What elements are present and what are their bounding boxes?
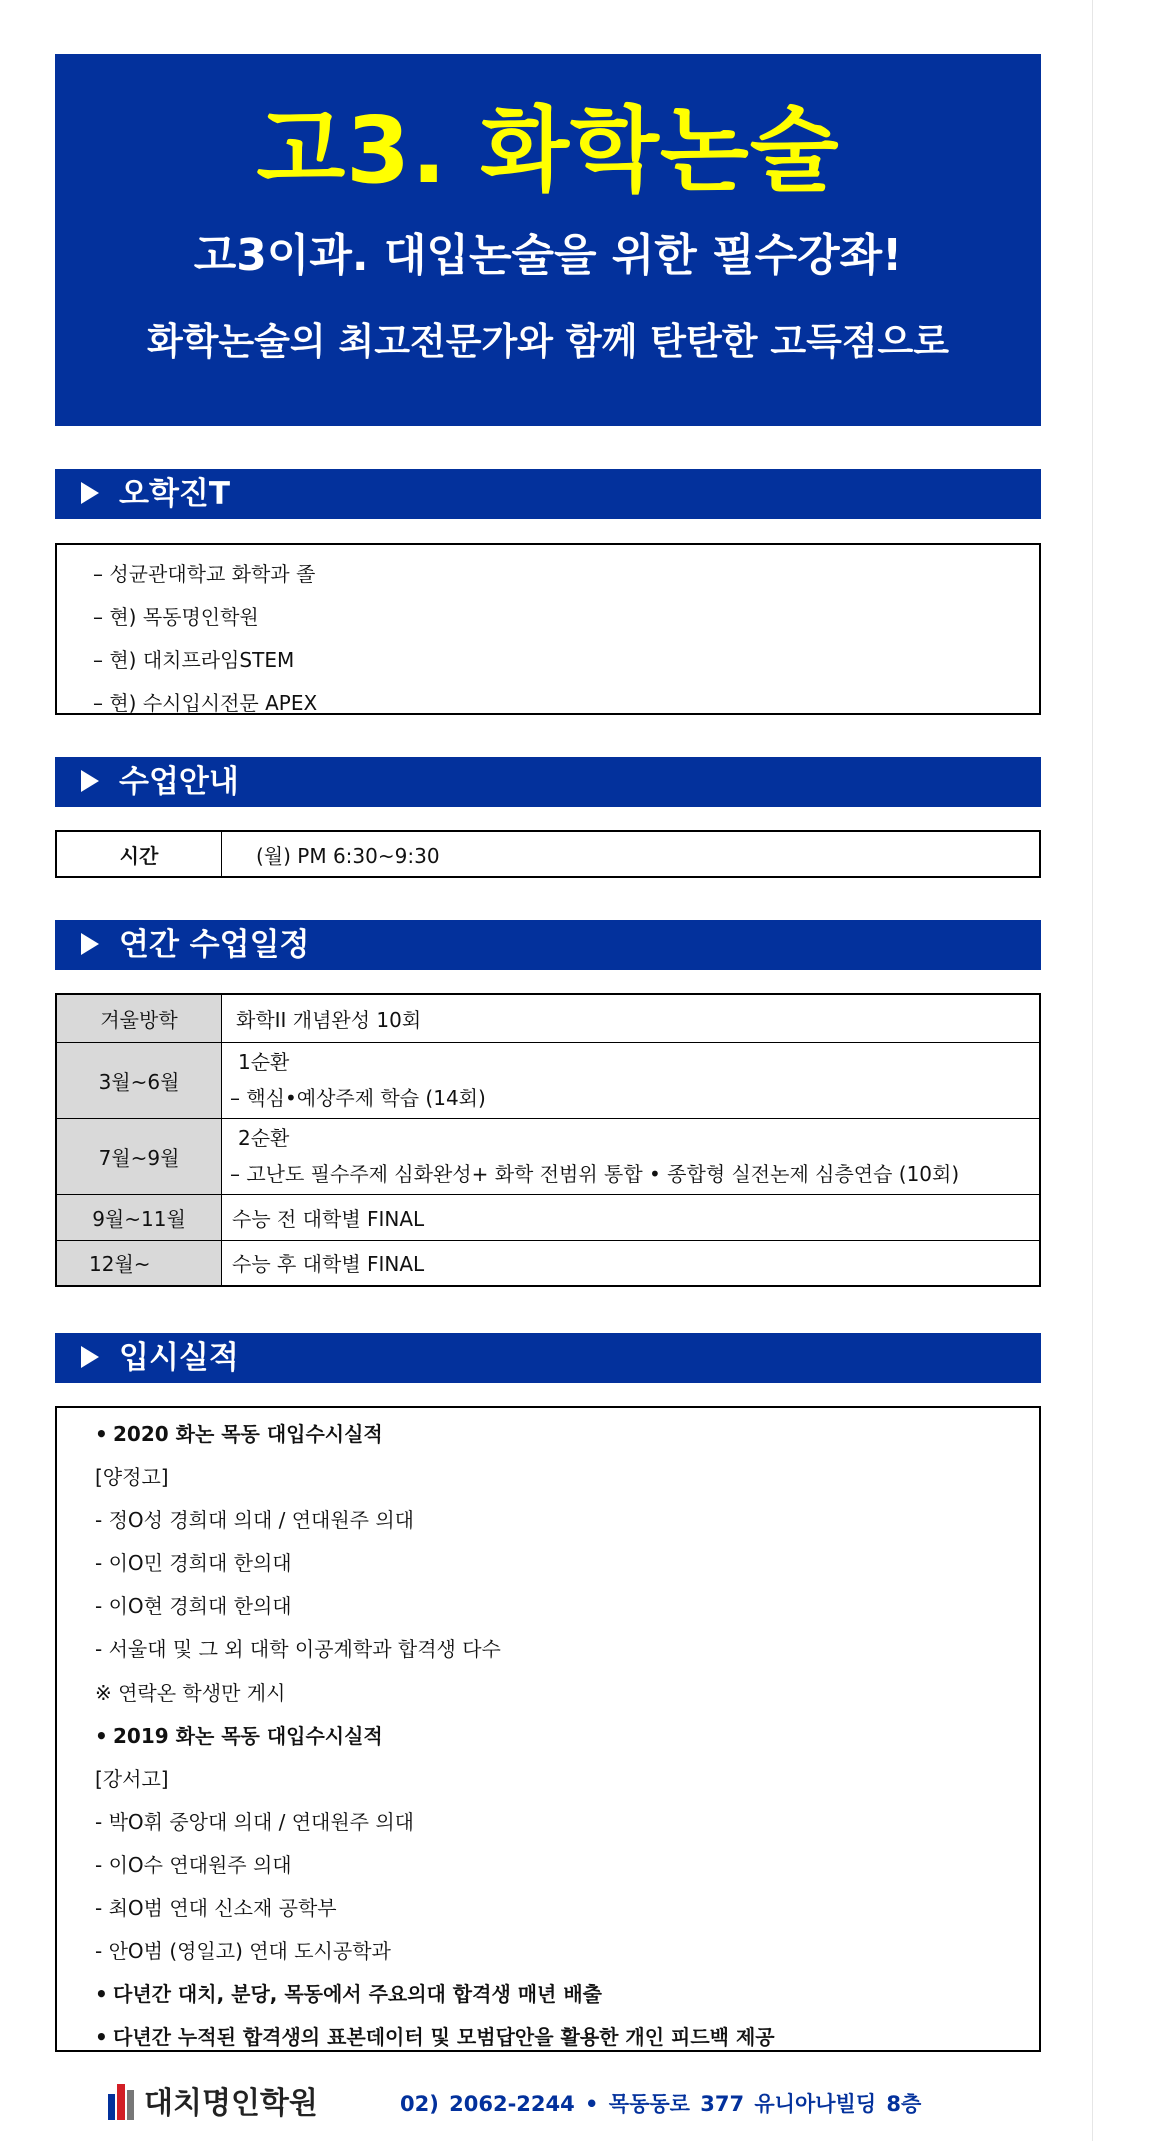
period-cell: 12월~ xyxy=(56,1240,222,1286)
table-row xyxy=(56,1042,1040,1118)
content-line: – 핵심•예상주제 학습 (14회) xyxy=(230,1086,486,1110)
result-item: - 최O범 연대 신소재 공학부 xyxy=(95,1896,337,1921)
contact-info: 02) 2062-2244 • 목동동로 377 유니아나빌딩 8층 xyxy=(400,2092,922,2116)
result-school: [양정고] xyxy=(95,1465,169,1490)
result-item: - 박O휘 중앙대 의대 / 연대원주 의대 xyxy=(95,1809,415,1834)
result-item: - 이O민 경희대 한의대 xyxy=(95,1551,292,1576)
class-time-table xyxy=(55,830,1041,878)
result-heading: • 2019 화논 목동 대입수시실적 xyxy=(57,1715,1039,1758)
content-line: 1순환 xyxy=(238,1050,290,1074)
section-title: 연간 수업일정 xyxy=(119,927,310,963)
section-header-results xyxy=(55,1333,1041,1383)
profile-item: – 현) 대치프라임STEM xyxy=(93,648,295,672)
section-title: 입시실적 xyxy=(119,1340,239,1376)
play-triangle-icon xyxy=(81,1346,99,1368)
profile-item: – 성균관대학교 화학과 졸 xyxy=(93,562,316,586)
period-cell: 겨울방학 xyxy=(56,994,222,1042)
academy-name: 대치명인학원 xyxy=(144,2086,318,2121)
academy-logo-icon xyxy=(108,2084,134,2120)
result-item: - 서울대 및 그 외 대학 이공계학과 합격생 다수 xyxy=(95,1637,501,1662)
section-header-class-info xyxy=(55,757,1041,807)
section-header-teacher xyxy=(55,469,1041,519)
content-line: 2순환 xyxy=(238,1126,290,1150)
result-item: - 안O범 (영일고) 연대 도시공학과 xyxy=(95,1939,391,1964)
content-cell xyxy=(222,1194,1041,1240)
result-school: [강서고] xyxy=(95,1766,169,1791)
table-row xyxy=(56,1118,1040,1194)
hero-banner xyxy=(55,54,1041,426)
profile-item: – 현) 수시입시전문 APEX xyxy=(93,691,318,715)
bullet: • xyxy=(95,1422,108,1446)
hero-title: 고3. 화학논술 xyxy=(256,97,840,204)
content-cell xyxy=(222,1042,1041,1118)
table-row xyxy=(56,1194,1040,1240)
content-cell xyxy=(222,1118,1041,1194)
play-triangle-icon xyxy=(81,482,99,504)
section-title: 수업안내 xyxy=(119,764,239,800)
content-line: 수능 후 대학별 FINAL xyxy=(232,1252,425,1277)
result-item: - 이O현 경희대 한의대 xyxy=(95,1594,292,1619)
section-title: 오학진T xyxy=(119,476,230,512)
period-cell: 3월~6월 xyxy=(56,1042,222,1118)
time-value: (월) PM 6:30~9:30 xyxy=(222,831,1041,877)
result-heading: • 2020 화논 목동 대입수시실적 xyxy=(57,1413,1039,1456)
hero-tagline: 화학논술의 최고전문가와 함께 탄탄한 고득점으로 xyxy=(146,320,950,363)
result-highlight: • 다년간 누적된 합격생의 표본데이터 및 모범답안을 활용한 개인 피드백 제공 xyxy=(57,2016,1039,2059)
play-triangle-icon xyxy=(81,770,99,792)
result-highlight: • 다년간 대치, 분당, 목동에서 주요의대 합격생 매년 배출 xyxy=(57,1973,1039,2016)
table-row xyxy=(56,994,1040,1042)
section-header-schedule xyxy=(55,920,1041,970)
content-line: 화학II 개념완성 10회 xyxy=(236,1007,422,1032)
content-cell xyxy=(222,1240,1041,1286)
period-cell: 9월~11월 xyxy=(56,1194,222,1240)
time-label: 시간 xyxy=(56,831,222,877)
schedule-table xyxy=(55,993,1041,1287)
profile-item: – 현) 목동명인학원 xyxy=(93,605,259,629)
table-row xyxy=(56,831,1040,877)
bullet: • xyxy=(95,2025,108,2050)
period-cell: 7월~9월 xyxy=(56,1118,222,1194)
result-item: - 이O수 연대원주 의대 xyxy=(95,1852,292,1877)
result-item: - 정O성 경희대 의대 / 연대원주 의대 xyxy=(95,1508,415,1533)
table-row xyxy=(56,1240,1040,1286)
result-note: ※ 연락온 학생만 게시 xyxy=(95,1680,286,1705)
bullet: • xyxy=(95,1723,108,1748)
content-line: – 고난도 필수주제 심화완성+ 화학 전범위 통합 • 종합형 실전논제 심층연습 (10회) xyxy=(230,1162,960,1186)
play-triangle-icon xyxy=(81,933,99,955)
content-line: 수능 전 대학별 FINAL xyxy=(232,1206,425,1231)
bullet: • xyxy=(95,1982,108,2007)
content-cell xyxy=(222,994,1041,1042)
teacher-profile-box xyxy=(55,543,1041,715)
footer xyxy=(108,2082,1048,2126)
results-box xyxy=(55,1406,1041,2052)
hero-subtitle: 고3이과. 대입논술을 위한 필수강좌! xyxy=(193,230,903,281)
